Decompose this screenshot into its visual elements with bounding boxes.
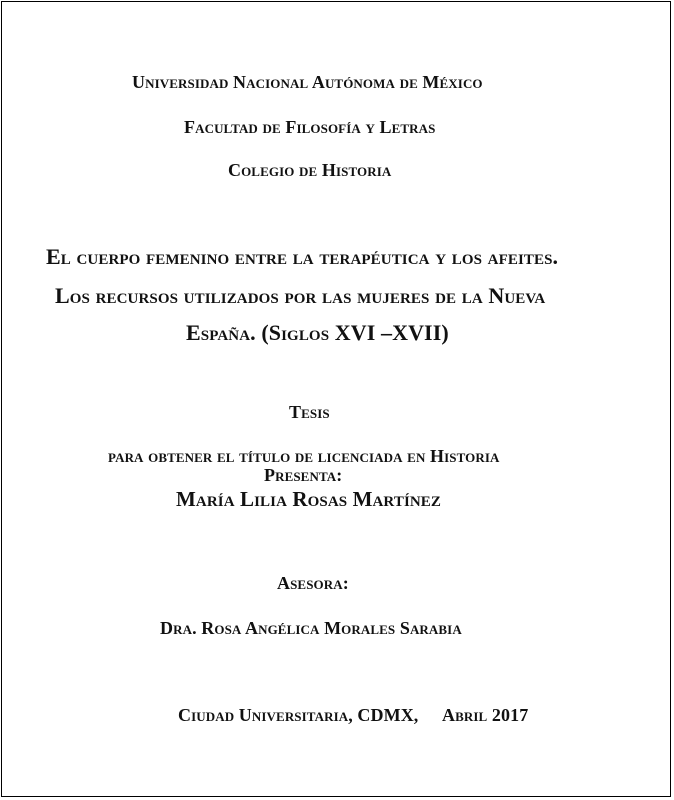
thesis-title-line-2: Los recursos utilizados por las mujeres de la Nueva: [55, 283, 546, 308]
advisor-name: Dra. Rosa Angélica Morales Sarabia: [160, 618, 462, 638]
document-type: Tesis: [289, 402, 330, 422]
thesis-title-line-1: El cuerpo femenino entre la terapéutica y los afeites.: [46, 244, 559, 269]
faculty-name: Facultad de Filosofía y Letras: [184, 117, 436, 137]
degree-line: para obtener el título de licenciada en Historia: [108, 446, 500, 466]
college-name: Colegio de Historia: [228, 160, 392, 180]
title-page: [1, 1, 671, 797]
university-name: Universidad Nacional Autónoma de México: [132, 72, 483, 92]
date: Abril 2017: [442, 705, 529, 725]
presenta-label: Presenta:: [264, 465, 343, 485]
thesis-title-line-3: España. (Siglos XVI –XVII): [186, 320, 449, 345]
author-name: María Lilia Rosas Martínez: [176, 487, 442, 511]
place: Ciudad Universitaria, CDMX,: [178, 705, 419, 725]
advisor-label: Asesora:: [277, 573, 349, 593]
